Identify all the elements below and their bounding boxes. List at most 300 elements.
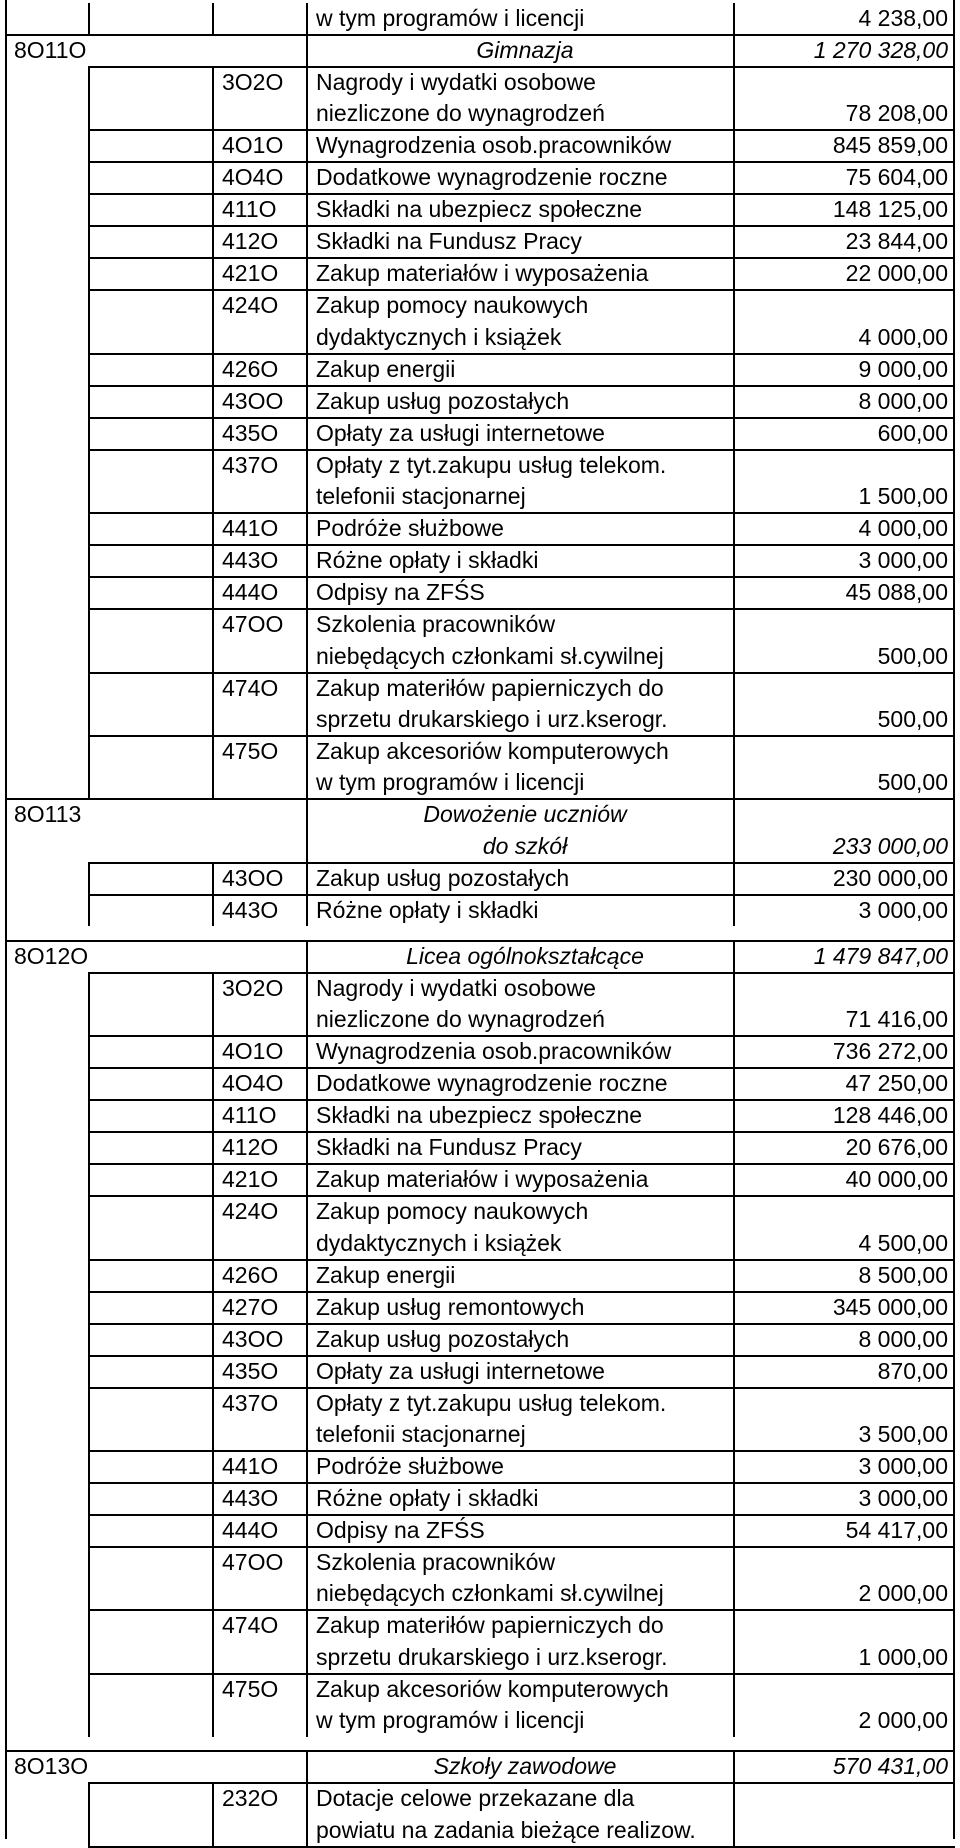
- table-row: [0, 1036, 960, 1067]
- item-name: niezliczone do wynagrodzeń: [316, 100, 605, 127]
- row-rule: [88, 608, 955, 610]
- section-name: Dowożenie uczniów: [423, 801, 627, 828]
- table-row: [0, 67, 960, 130]
- item-name: Zakup pomocy naukowych: [316, 292, 589, 319]
- item-name: Zakup usług pozostałych: [316, 864, 570, 891]
- paragraph-code: 3O2O: [222, 69, 284, 95]
- table-row: [0, 973, 960, 1036]
- column-rule: [212, 1610, 214, 1673]
- paragraph-code: 437O: [222, 451, 279, 478]
- section-amount: 233 000,00: [832, 832, 948, 859]
- paragraph-code: 411O: [222, 196, 277, 223]
- item-name: Opłaty z tyt.zakupu usług telekom.: [316, 451, 667, 478]
- column-rule: [88, 130, 90, 161]
- column-rule: [88, 1674, 90, 1737]
- row-rule: [88, 449, 955, 451]
- column-rule: [306, 1674, 308, 1737]
- column-rule: [733, 673, 735, 736]
- column-rule: [733, 577, 735, 608]
- column-rule: [733, 1260, 735, 1291]
- column-rule: [212, 194, 214, 225]
- item-name: Wynagrodzenia osob.pracowników: [316, 132, 672, 159]
- row-rule: [88, 512, 955, 514]
- table-row: [0, 513, 960, 544]
- item-name: Składki na ubezpiecz społeczne: [316, 1102, 643, 1129]
- item-amount: 500,00: [877, 769, 948, 796]
- item-amount: 1 000,00: [858, 1643, 948, 1670]
- section-top-rule: [5, 798, 955, 800]
- table-row: [0, 194, 960, 225]
- paragraph-code: 3O2O: [222, 974, 284, 1001]
- column-rule: [306, 895, 308, 926]
- item-name: Opłaty za usługi internetowe: [316, 419, 605, 446]
- item-name: Zakup energii: [316, 355, 456, 382]
- paragraph-code: 443O: [222, 1485, 279, 1511]
- item-name: Zakup akcesoriów komputerowych: [316, 738, 669, 764]
- item-amount: 4 500,00: [858, 1229, 948, 1256]
- section-row: [0, 799, 960, 862]
- column-rule: [306, 1483, 308, 1514]
- row-rule: [88, 1323, 955, 1325]
- column-rule: [88, 895, 90, 926]
- table-row: [0, 162, 960, 193]
- row-rule: [88, 1035, 955, 1037]
- column-rule: [733, 1132, 735, 1163]
- item-name: Zakup materiłów papierniczych do: [316, 1612, 664, 1639]
- item-amount: 500,00: [877, 642, 948, 669]
- column-rule: [212, 1783, 214, 1846]
- row-rule: [88, 1782, 955, 1784]
- paragraph-code: 4O1O: [222, 1038, 284, 1065]
- item-name: Zakup pomocy naukowych: [316, 1198, 589, 1225]
- paragraph-code: 43OO: [222, 1325, 284, 1352]
- item-name: Podróże służbowe: [316, 1453, 504, 1479]
- column-rule: [88, 513, 90, 544]
- table-row: [0, 1483, 960, 1514]
- item-name: Opłaty z tyt.zakupu usług telekom.: [316, 1389, 667, 1416]
- column-rule: [88, 609, 90, 672]
- paragraph-code: 232O: [222, 1785, 279, 1812]
- paragraph-code: 426O: [222, 1261, 279, 1288]
- column-rule: [733, 194, 735, 225]
- row-rule: [88, 1195, 955, 1197]
- item-name: Zakup usług pozostałych: [316, 1325, 570, 1352]
- column-rule: [88, 386, 90, 417]
- column-rule: [733, 418, 735, 449]
- item-amount: 3 000,00: [858, 547, 948, 574]
- item-name: dydaktycznych i książek: [316, 323, 562, 350]
- column-rule: [733, 226, 735, 257]
- row-rule: [88, 1482, 955, 1484]
- paragraph-code: 4O1O: [222, 132, 284, 159]
- table-row: [0, 736, 960, 799]
- column-rule: [306, 545, 308, 576]
- division-code: 8O11O: [14, 37, 87, 63]
- column-rule: [212, 736, 214, 799]
- paragraph-code: 437O: [222, 1389, 279, 1416]
- column-rule: [306, 941, 308, 972]
- paragraph-code: 474O: [222, 674, 279, 701]
- row-rule: [88, 66, 955, 68]
- section-name: Licea ogólnokształcące: [406, 942, 644, 969]
- row-rule: [88, 672, 955, 674]
- column-rule: [733, 1783, 735, 1846]
- column-rule: [733, 1610, 735, 1673]
- item-amount: 40 000,00: [845, 1166, 948, 1193]
- item-name: Nagrody i wydatki osobowe: [316, 974, 596, 1001]
- table-row: [0, 290, 960, 353]
- column-rule: [733, 1292, 735, 1323]
- item-name: Składki na ubezpiecz społeczne: [316, 196, 643, 223]
- paragraph-code: 47OO: [222, 1549, 284, 1575]
- table-row: [0, 895, 960, 926]
- column-rule: [212, 226, 214, 257]
- column-rule: [212, 67, 214, 130]
- column-rule: [306, 577, 308, 608]
- column-rule: [306, 258, 308, 289]
- column-rule: [88, 1260, 90, 1291]
- column-rule: [88, 1132, 90, 1163]
- table-row: [0, 418, 960, 449]
- column-rule: [306, 450, 308, 513]
- column-rule: [212, 895, 214, 926]
- column-rule: [212, 1036, 214, 1067]
- column-rule: [212, 513, 214, 544]
- column-rule: [306, 130, 308, 161]
- table-row: [0, 386, 960, 417]
- column-rule: [306, 35, 308, 66]
- item-name: Zakup usług pozostałych: [316, 387, 570, 414]
- paragraph-code: 421O: [222, 1166, 279, 1193]
- paragraph-code: 426O: [222, 355, 279, 382]
- item-amount: 600,00: [877, 419, 948, 446]
- column-rule: [212, 162, 214, 193]
- table-row: [0, 258, 960, 289]
- column-rule: [88, 973, 90, 1036]
- paragraph-code: 443O: [222, 896, 279, 923]
- column-rule: [88, 545, 90, 576]
- table-row: [0, 1451, 960, 1482]
- item-name: sprzetu drukarskiego i urz.kserogr.: [316, 1643, 668, 1670]
- column-rule: [212, 130, 214, 161]
- section-top-rule: [5, 1750, 955, 1752]
- column-rule: [306, 1515, 308, 1546]
- paragraph-code: 4O4O: [222, 1070, 284, 1097]
- column-rule: [733, 941, 735, 972]
- column-rule: [733, 290, 735, 353]
- section-row: [0, 941, 960, 972]
- bottom-rule: [88, 1846, 955, 1848]
- table-row: [0, 1196, 960, 1259]
- column-rule: [212, 1547, 214, 1610]
- row-rule: [88, 1609, 955, 1611]
- section-amount: 570 431,00: [832, 1753, 948, 1780]
- column-rule: [733, 258, 735, 289]
- column-rule: [306, 1547, 308, 1610]
- item-name: Różne opłaty i składki: [316, 1485, 539, 1511]
- division-code: 8O113: [14, 801, 82, 828]
- paragraph-code: 412O: [222, 228, 279, 255]
- item-name: Szkolenia pracowników: [316, 611, 556, 638]
- column-rule: [212, 1674, 214, 1737]
- table-row: [0, 1610, 960, 1673]
- row-rule: [88, 576, 955, 578]
- column-rule: [306, 354, 308, 385]
- column-rule: [88, 1356, 90, 1387]
- table-row: [0, 545, 960, 576]
- column-rule: [88, 258, 90, 289]
- table-row: [0, 1324, 960, 1355]
- item-name: Zakup akcesoriów komputerowych: [316, 1675, 669, 1702]
- paragraph-code: 435O: [222, 419, 279, 446]
- column-rule: [212, 258, 214, 289]
- column-rule: [733, 3, 735, 34]
- table-row: [0, 1132, 960, 1163]
- item-amount: 148 125,00: [832, 196, 948, 223]
- column-rule: [733, 545, 735, 576]
- column-rule: [306, 1196, 308, 1259]
- item-name: Różne opłaty i składki: [316, 547, 539, 574]
- column-rule: [306, 1164, 308, 1195]
- table-row: [0, 1100, 960, 1131]
- row-rule: [88, 1163, 955, 1165]
- column-rule: [306, 1356, 308, 1387]
- item-name: niezliczone do wynagrodzeń: [316, 1006, 605, 1033]
- table-row: [0, 130, 960, 161]
- section-top-rule: [5, 940, 955, 942]
- item-amount: 47 250,00: [845, 1070, 948, 1097]
- column-rule: [212, 1515, 214, 1546]
- column-rule: [306, 609, 308, 672]
- section-row: [0, 35, 960, 66]
- paragraph-code: 474O: [222, 1612, 279, 1639]
- column-rule: [733, 1547, 735, 1610]
- column-rule: [212, 1260, 214, 1291]
- row-rule: [88, 161, 955, 163]
- column-rule: [88, 863, 90, 894]
- item-amount: 230 000,00: [832, 864, 948, 891]
- item-amount: 4 000,00: [858, 323, 948, 350]
- column-rule: [88, 1324, 90, 1355]
- column-rule: [733, 863, 735, 894]
- column-rule: [88, 1515, 90, 1546]
- division-code: 8O12O: [14, 942, 89, 969]
- item-amount: 345 000,00: [832, 1293, 948, 1320]
- paragraph-code: 411O: [222, 1102, 277, 1129]
- division-code: 8O13O: [14, 1753, 89, 1780]
- paragraph-code: 443O: [222, 547, 279, 574]
- table-row: [0, 863, 960, 894]
- row-rule: [88, 544, 955, 546]
- column-rule: [88, 1036, 90, 1067]
- item-name: w tym programów i licencji: [316, 5, 585, 31]
- column-rule: [733, 162, 735, 193]
- column-rule: [306, 1132, 308, 1163]
- table-row: [0, 1547, 960, 1610]
- table-row: [0, 3, 960, 34]
- row-rule: [88, 1355, 955, 1357]
- row-rule: [88, 1673, 955, 1675]
- column-rule: [733, 35, 735, 66]
- column-rule: [733, 1483, 735, 1514]
- table-row: [0, 1356, 960, 1387]
- item-amount: 71 416,00: [845, 1006, 948, 1033]
- column-rule: [733, 1388, 735, 1451]
- column-rule: [306, 1324, 308, 1355]
- column-rule: [88, 1388, 90, 1451]
- column-rule: [733, 1164, 735, 1195]
- column-rule: [88, 1547, 90, 1610]
- item-name: Odpisy na ZFŚS: [316, 579, 485, 606]
- item-name: sprzetu drukarskiego i urz.kserogr.: [316, 705, 668, 732]
- column-rule: [212, 1356, 214, 1387]
- paragraph-code: 444O: [222, 579, 279, 606]
- table-row: [0, 1388, 960, 1451]
- column-rule: [212, 1451, 214, 1482]
- item-amount: 2 000,00: [858, 1707, 948, 1734]
- column-rule: [733, 1751, 735, 1782]
- paragraph-code: 412O: [222, 1134, 279, 1161]
- item-amount: 9 000,00: [858, 355, 948, 382]
- paragraph-code: 427O: [222, 1293, 279, 1320]
- row-rule: [88, 1546, 955, 1548]
- table-row: [0, 226, 960, 257]
- column-rule: [733, 973, 735, 1036]
- column-rule: [88, 1783, 90, 1846]
- item-amount: 45 088,00: [845, 579, 948, 606]
- column-rule: [306, 1036, 308, 1067]
- paragraph-code: 43OO: [222, 387, 284, 414]
- column-rule: [733, 513, 735, 544]
- paragraph-code: 4O4O: [222, 164, 284, 191]
- column-rule: [212, 418, 214, 449]
- item-amount: 2 000,00: [858, 1580, 948, 1607]
- paragraph-code: 444O: [222, 1517, 279, 1543]
- item-amount: 20 676,00: [845, 1134, 948, 1161]
- column-rule: [306, 1783, 308, 1846]
- column-rule: [306, 736, 308, 799]
- column-rule: [306, 290, 308, 353]
- column-rule: [733, 1674, 735, 1737]
- item-name: Dodatkowe wynagrodzenie roczne: [316, 164, 668, 191]
- column-rule: [733, 1036, 735, 1067]
- column-rule: [733, 736, 735, 799]
- column-rule: [306, 386, 308, 417]
- column-rule: [733, 895, 735, 926]
- row-rule: [88, 1450, 955, 1452]
- column-rule: [733, 386, 735, 417]
- item-amount: 736 272,00: [832, 1038, 948, 1065]
- item-name: niebędących członkami sł.cywilnej: [316, 1580, 664, 1607]
- section-row: [0, 1751, 960, 1782]
- column-rule: [733, 450, 735, 513]
- column-rule: [733, 130, 735, 161]
- column-rule: [733, 799, 735, 862]
- table-row: [0, 1674, 960, 1737]
- row-rule: [88, 894, 955, 896]
- column-rule: [212, 863, 214, 894]
- column-rule: [306, 673, 308, 736]
- item-name: Różne opłaty i składki: [316, 896, 539, 923]
- column-rule: [306, 418, 308, 449]
- row-rule: [88, 862, 955, 864]
- item-amount: 22 000,00: [845, 260, 948, 287]
- row-rule: [88, 353, 955, 355]
- column-rule: [88, 354, 90, 385]
- column-rule: [733, 1515, 735, 1546]
- column-rule: [88, 162, 90, 193]
- column-rule: [88, 1196, 90, 1259]
- column-rule: [306, 973, 308, 1036]
- column-rule: [212, 609, 214, 672]
- item-amount: 8 000,00: [858, 387, 948, 414]
- paragraph-code: 43OO: [222, 864, 284, 891]
- column-rule: [212, 386, 214, 417]
- column-rule: [88, 736, 90, 799]
- column-rule: [212, 1164, 214, 1195]
- column-rule: [306, 1388, 308, 1451]
- row-rule: [88, 1099, 955, 1101]
- item-name: Wynagrodzenia osob.pracowników: [316, 1038, 672, 1065]
- row-rule: [88, 193, 955, 195]
- column-rule: [212, 1324, 214, 1355]
- column-rule: [306, 1292, 308, 1323]
- paragraph-code: 424O: [222, 292, 279, 319]
- column-rule: [212, 973, 214, 1036]
- paragraph-code: 441O: [222, 1453, 279, 1479]
- item-amount: 78 208,00: [845, 100, 948, 127]
- row-rule: [88, 129, 955, 131]
- column-rule: [733, 1196, 735, 1259]
- column-rule: [88, 1164, 90, 1195]
- column-rule: [88, 1100, 90, 1131]
- column-rule: [306, 1751, 308, 1782]
- item-name: dydaktycznych i książek: [316, 1229, 562, 1256]
- paragraph-code: 47OO: [222, 611, 284, 638]
- item-amount: 1 500,00: [858, 483, 948, 510]
- row-rule: [88, 1387, 955, 1389]
- column-rule: [88, 1451, 90, 1482]
- item-amount: 3 000,00: [858, 1485, 948, 1511]
- item-name: Dotacje celowe przekazane dla: [316, 1785, 635, 1812]
- row-rule: [88, 1514, 955, 1516]
- item-name: Zakup materiałów i wyposażenia: [316, 260, 649, 287]
- item-name: w tym programów i licencji: [316, 1707, 585, 1734]
- item-name: niebędących członkami sł.cywilnej: [316, 642, 664, 669]
- column-rule: [733, 1324, 735, 1355]
- column-rule: [306, 162, 308, 193]
- row-rule: [88, 417, 955, 419]
- column-rule: [212, 545, 214, 576]
- item-amount: 870,00: [877, 1357, 948, 1384]
- item-name: powiatu na zadania bieżące realizow.: [316, 1816, 696, 1843]
- table-row: [0, 673, 960, 736]
- item-amount: 3 500,00: [858, 1420, 948, 1447]
- paragraph-code: 475O: [222, 1675, 279, 1702]
- item-name: Składki na Fundusz Pracy: [316, 1134, 582, 1161]
- column-rule: [212, 290, 214, 353]
- column-rule: [212, 354, 214, 385]
- row-rule: [88, 1259, 955, 1261]
- row-rule: [88, 385, 955, 387]
- table-row: [0, 1783, 960, 1846]
- item-amount: 8 500,00: [858, 1261, 948, 1288]
- table-row: [0, 1292, 960, 1323]
- row-rule: [88, 972, 955, 974]
- paragraph-code: 421O: [222, 260, 279, 287]
- table-row: [0, 1068, 960, 1099]
- item-name: w tym programów i licencji: [316, 769, 585, 796]
